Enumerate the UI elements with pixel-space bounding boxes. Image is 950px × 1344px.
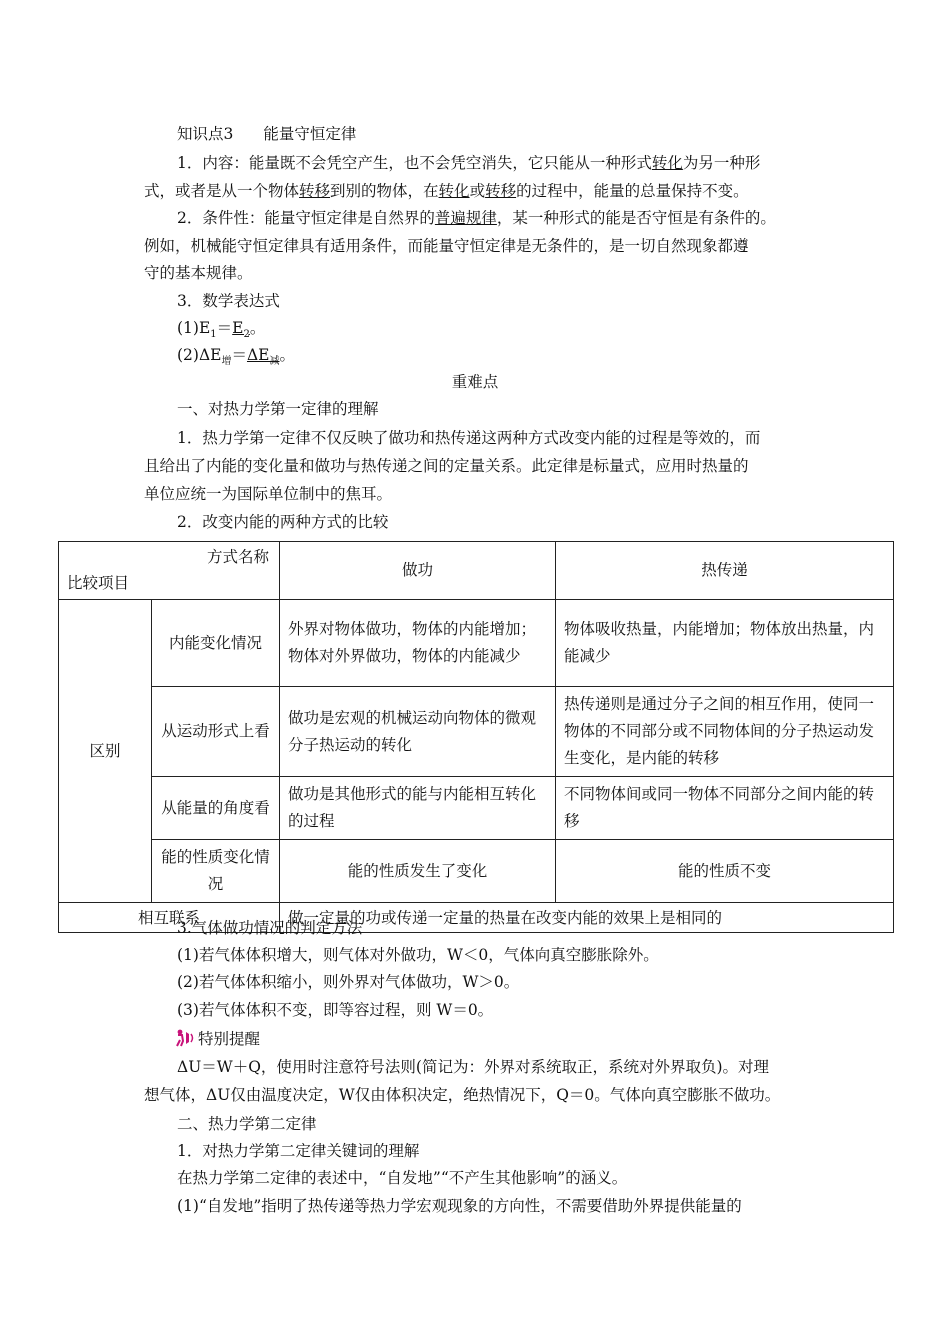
content-paragraph-line1	[177, 153, 760, 173]
gas-rule-2: (2)若气体体积缩小，则外界对气体做功，W＞0。	[177, 973, 520, 991]
part1-paragraph-line2: 且给出了内能的变化量和做功与热传递之间的定量关系。此定律是标量式，应用时热量的	[144, 457, 749, 475]
group-label-difference: 区别	[59, 600, 152, 903]
condition-paragraph-line1	[177, 208, 776, 228]
subscript: 增	[221, 356, 232, 368]
remind-line-2: 想气体，ΔU仅由温度决定，W仅由体积决定，绝热情况下，Q＝0。气体向真空膨胀不做功。	[144, 1086, 781, 1104]
text: 为另一种形	[682, 154, 761, 172]
blank-answer: E	[232, 319, 244, 337]
subscript: 2	[243, 329, 250, 341]
blank-answer: 转移	[299, 182, 331, 200]
gas-rule-1: (1)若气体体积增大，则气体对外做功，W＜0，气体向真空膨胀除外。	[177, 946, 659, 964]
text: 。	[249, 319, 266, 337]
relation-text: 做一定量的功或传递一定量的热量在改变内能的效果上是相同的	[280, 903, 894, 933]
row-item: 从能量的角度看	[152, 777, 280, 840]
row-heat: 物体吸收热量，内能增加；物体放出热量，内能减少	[556, 600, 894, 687]
part2-sub-heading: 1．对热力学第二定律关键词的理解	[177, 1142, 420, 1160]
relation-label: 相互联系	[59, 903, 280, 933]
table-diagonal-header	[59, 542, 280, 600]
gas-heading: 3.气体做功情况的判定方法	[177, 919, 363, 937]
part2-paragraph: 在热力学第二定律的表述中，“自发地”“不产生其他影响”的涵义。	[177, 1169, 628, 1187]
header-method-name: 方式名称	[206, 548, 269, 566]
row-heat: 能的性质不变	[556, 840, 894, 903]
remind-line-1: ΔU＝W＋Q，使用时注意符号法则(简记为：外界对系统取正，系统对外界取负)。对理	[177, 1058, 769, 1076]
difficulty-title: 重难点	[451, 373, 499, 391]
row-work: 做功是宏观的机械运动向物体的微观分子热运动的转化	[280, 687, 556, 777]
blank-answer: 转化	[438, 182, 470, 200]
row-heat: 不同物体间或同一物体不同部分之间内能的转移	[556, 777, 894, 840]
remind-icon	[176, 1029, 196, 1047]
table-row	[59, 777, 894, 840]
condition-paragraph-line3: 守的基本规律。	[144, 264, 253, 282]
text: 的过程中，能量的总量保持不变。	[516, 182, 749, 200]
table-row	[59, 687, 894, 777]
condition-paragraph-line2: 例如，机械能守恒定律具有适用条件，而能量守恒定律是无条件的，是一切自然现象都遵	[144, 237, 749, 255]
subscript: 减	[269, 356, 280, 368]
blank-answer: 普遍规律	[434, 209, 497, 227]
row-work: 能的性质发生了变化	[280, 840, 556, 903]
text: 到别的物体，在	[330, 182, 439, 200]
blank-answer: 转移	[485, 182, 517, 200]
table-row	[59, 600, 894, 687]
row-work: 做功是其他形式的能与内能相互转化的过程	[280, 777, 556, 840]
header-compare-item: 比较项目	[67, 574, 130, 592]
header-heat-transfer: 热传递	[556, 542, 894, 600]
comparison-table	[58, 541, 894, 933]
part1-paragraph-line1: 1．热力学第一定律不仅反映了做功和热传递这两种方式改变内能的过程是等效的，而	[177, 429, 761, 447]
text: ＝	[216, 319, 233, 337]
text: 。	[279, 346, 296, 364]
part1-paragraph-line3: 单位应统一为国际单位制中的焦耳。	[144, 485, 393, 503]
formula-1	[177, 318, 265, 345]
text: 1．内容：能量既不会凭空产生，也不会凭空消失，它只能从一种形式	[177, 154, 652, 172]
row-heat: 热传递则是通过分子之间的相互作用，使同一物体的不同部分或不同物体间的分子热运动发生变化，是内能的转移	[556, 687, 894, 777]
section-title	[177, 124, 356, 144]
remind-heading	[176, 1029, 260, 1049]
row-item: 内能变化情况	[152, 600, 280, 687]
text: ，某一种形式的能是否守恒是有条件的。	[496, 209, 776, 227]
part2-point-1: (1)“自发地”指明了热传递等热力学宏观现象的方向性，不需要借助外界提供能量的	[177, 1197, 742, 1215]
row-work: 外界对物体做功，物体的内能增加；物体对外界做功，物体的内能减少	[280, 600, 556, 687]
text: 式，或者是从一个物体	[144, 182, 300, 200]
table-header-row	[59, 542, 894, 600]
remind-title: 特别提醒	[198, 1030, 261, 1048]
text: ＝	[231, 346, 247, 364]
table-row	[59, 840, 894, 903]
formula-2	[177, 345, 295, 372]
text: 或	[469, 182, 486, 200]
gas-rule-3: (3)若气体体积不变，即等容过程，则 W＝0。	[177, 1001, 494, 1019]
blank-answer: 转化	[651, 154, 683, 172]
subscript: 1	[210, 329, 217, 341]
text: (1)E	[177, 319, 211, 337]
section-title-text: 能量守恒定律	[263, 125, 357, 143]
text: (2)ΔE	[177, 346, 222, 364]
header-work: 做功	[280, 542, 556, 600]
blank-answer: ΔE	[246, 346, 270, 364]
row-item: 从运动形式上看	[152, 687, 280, 777]
section-number: 知识点3	[177, 125, 234, 143]
comparison-heading: 2．改变内能的两种方式的比较	[177, 513, 389, 531]
text: 2．条件性：能量守恒定律是自然界的	[177, 209, 435, 227]
content-paragraph-line2	[144, 181, 749, 201]
row-item: 能的性质变化情况	[152, 840, 280, 903]
part1-heading: 一、对热力学第一定律的理解	[177, 400, 379, 418]
part2-heading: 二、热力学第二定律	[177, 1115, 317, 1133]
math-expression-heading: 3．数学表达式	[177, 292, 280, 310]
